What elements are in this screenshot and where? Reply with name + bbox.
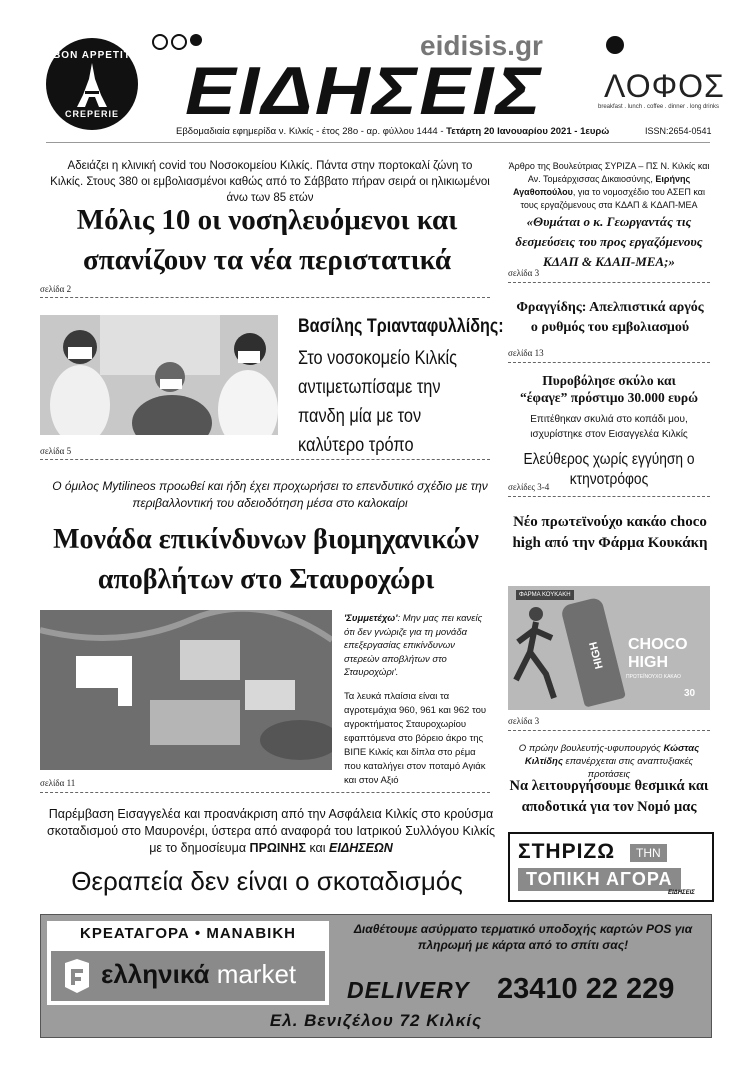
ad-left-panel (47, 921, 329, 1005)
ad-left-top: ΚΡΕΑΤΑΓΟΡΑ • ΜΑΝΑΒΙΚΗ (80, 925, 296, 942)
product-name-a: CHOCO (628, 636, 688, 653)
quote-text: : Μην μας πει κανείς ότι δεν γνώριζε για τη μονάδα επεξεργασίας επικίνδυνων στερεών αποβλήτων στο Σταυροχώρι'. (344, 613, 483, 678)
subtitle-text: Εβδομαδιαία εφημερίδα ν. Κιλκίς - έτος 28ο - αρ. φύλλου 1444 - (176, 126, 447, 137)
s5-headline[interactable]: Να λειτουργήσουμε θεσμικά και αποδοτικά για τον Νομό μας (509, 778, 709, 815)
paper-name: ΠΡΩΙΝΗΣ (249, 841, 306, 855)
s1-intro-rest: , για το νομοσχέδιο του ΑΣΕΠ και τους εργαζόμενους στα ΚΔΑΠ & ΚΔΑΠ-ΜΕΑ (520, 187, 705, 210)
ad-address: Ελ. Βενιζέλου 72 Κιλκίς (269, 1011, 483, 1030)
story1-intro: Αδειάζει η κλινική covid του Νοσοκομείου Κιλκίς. Πάντα στην πορτοκαλί ζώνη το Κιλκίς. Στους 380 οι εμβολιασμένοι καθώς από το Σάββατο πήραν σειρά οι ηλικιωμένοι άνω των 85 ετών (50, 160, 490, 204)
farm-brand: ΦΑΡΜΑ ΚΟΥΚΑΚΗ (516, 590, 574, 600)
story3-quote (344, 612, 488, 680)
logo-bottom-text: CREPERIE (64, 108, 119, 119)
intro-conj: και (305, 841, 330, 855)
aerial-photo (40, 610, 332, 770)
s2-page-ref: σελίδα 13 (508, 348, 544, 358)
s2-headline[interactable]: Φραγγίδης: Απελπιστικά αργός ο ρυθμός του εμβολιασμού (516, 300, 704, 335)
story3-headline[interactable]: Μονάδα επικίνδυνων βιομηχανικών αποβλήτων στο Σταυροχώρι (53, 524, 479, 595)
star-badge-icon (190, 34, 202, 46)
s1-intro (506, 160, 712, 212)
eiffel-tower-icon (74, 61, 110, 109)
s3-headline-b[interactable]: “έφαγε” πρόστιμο 30.000 ευρώ (520, 390, 698, 405)
s4-page-ref: σελίδα 3 (508, 716, 540, 726)
divider (508, 730, 710, 731)
issn: ISSN:2654-0541 (645, 126, 712, 136)
story3-page-ref: σελίδα 11 (40, 778, 76, 788)
s1-page-ref: σελίδα 3 (508, 268, 540, 278)
paper-name: ΕΙΔΗΣΕΩΝ (329, 841, 393, 855)
ad-right-text: Διαθέτουμε ασύρματο τερματικό υποδοχής καρτών POS για πληρωμή με κάρτα από το σπίτι σας! (353, 922, 693, 952)
s5-intro-rest: επανέρχεται στις αναπτυξιακές προτάσεις (562, 756, 694, 780)
s5-person: Κώστας Κιλτίδης (524, 743, 700, 767)
brand-b: market (216, 959, 297, 989)
quote-label: 'Συμμετέχω' (344, 613, 398, 624)
divider (40, 297, 490, 298)
small-badge-icons (152, 34, 202, 50)
local-market-banner[interactable] (508, 832, 714, 902)
delivery-label: DELIVERY (347, 977, 470, 1003)
brand-name (101, 959, 296, 990)
bon-appetit-logo (46, 38, 138, 130)
vaccination-photo (40, 315, 278, 435)
divider (508, 282, 710, 283)
divider (508, 496, 710, 497)
site-url[interactable]: eidisis.gr (420, 30, 543, 61)
story2-quote[interactable]: Στο νοσοκομείο Κιλκίς αντιμετωπίσαμε την πανδη μία με τον καλύτερο τρόπο (298, 348, 457, 456)
s1-author: Ειρήνης Αγαθοπούλου (513, 174, 691, 197)
story2-name: Βασίλης Τριανταφυλλίδης: (298, 316, 504, 337)
s3-tagline: Ελεύθερος χωρίς εγγύηση ο κτηνοτρόφος (523, 451, 695, 488)
product-grams: 30 (684, 688, 696, 699)
s1-headline[interactable]: «Θυμάται ο κ. Γεωργαντάς τις δεσμεύσεις του προς εργαζόμενους ΚΔΑΠ & ΚΔΑΠ-ΜΕΑ;» (515, 214, 703, 269)
lofos-logo: ΛΟΦΟΣ (604, 68, 725, 104)
story1-page-ref: σελίδα 2 (40, 284, 72, 294)
divider (40, 459, 490, 460)
newspaper-title: ΕΙΔΗΣΕΙΣ (185, 53, 543, 129)
story4-intro (44, 806, 498, 857)
banner-line1b: ΤΗΝ (630, 844, 667, 862)
s5-intro-text: Ο πρώην βουλευτής-υφυπουργός (518, 743, 664, 754)
market-logo-icon (59, 957, 95, 995)
issue-date: Τετάρτη 20 Ιανουαρίου 2021 - 1ευρώ (446, 126, 610, 137)
masthead-subtitle (176, 126, 609, 137)
ad-logo-box (51, 951, 325, 1001)
lofos-tagline: breakfast . lunch . coffee . dinner . long drinks (598, 104, 719, 110)
circle-badge-icon (152, 34, 168, 50)
masthead-rule (46, 142, 710, 143)
choco-high-ad[interactable] (508, 586, 710, 710)
site-dot-icon (606, 36, 624, 54)
story1-headline[interactable]: Μόλις 10 οι νοσηλευόμενοι και σπανίζουν τα νέα περιστατικά (76, 204, 458, 276)
story4-headline[interactable]: Θεραπεία δεν είναι ο σκοταδισμός (71, 866, 463, 896)
circle-badge-icon (171, 34, 187, 50)
s4-headline[interactable]: Νέο πρωτεϊνούχο κακάο choco high από την Φάρμα Κουκάκη (512, 514, 708, 551)
bottle (560, 596, 626, 707)
s3-page-ref: σελίδες 3-4 (508, 482, 550, 492)
brand-a: ελληνικά (101, 959, 210, 989)
product-name-b: HIGH (628, 654, 668, 671)
logo-top-text: BON APPETIT (53, 49, 131, 61)
market-ad[interactable] (40, 914, 712, 1038)
story3-intro: Ο όμιλος Mytilineos προωθεί και ήδη έχει προχωρήσει το επενδυτικό σχέδιο με την περιβαλλοντική του αδειοδότηση μέσα στο καλοκαίρι (52, 479, 488, 510)
s3-sub: Επιτέθηκαν σκυλιά στο κοπάδι μου, ισχυρίστηκε στον Εισαγγελέα Κιλκίς (530, 414, 688, 440)
bottle-label: HIGH (587, 640, 606, 671)
intro-text: Παρέμβαση Εισαγγελέα και προανάκριση από την Ασφάλεια Κιλκίς στο κρούσμα σκοταδισμού στο Μαυρονέρι, ύστερα από αναφορά του Ιατρικού Συλλόγου Κιλκίς με το δημοσίευμα (47, 807, 495, 855)
banner-line1a: ΣΤΗΡΙΖΩ (518, 840, 616, 863)
s1-intro-text: Άρθρο της Βουλεύτριας ΣΥΡΙΖΑ – ΠΣ Ν. Κιλκίς και Αν. Τομεάρχισσας Δικαιοσύνης, (508, 161, 710, 184)
story2-page-ref: σελίδα 5 (40, 446, 72, 456)
product-sub: ΠΡΩΤΕΪΝΟΥΧΟ ΚΑΚΑΟ (626, 674, 681, 680)
divider (508, 362, 710, 363)
runner-figure (508, 602, 568, 702)
banner-signature: ΕΙΔΗΣΕΙΣ (668, 890, 695, 896)
delivery-phone[interactable]: 23410 22 229 (497, 973, 675, 1005)
story3-caption: Τα λευκά πλαίσια είναι τα αγροτεμάχια 960, 961 και 962 του αγροκτήματος Σταυροχωρίου εφαπτόμενα στο βόρειο άκρο της ΒΙΠΕ Κιλκίς και δίπλα στο ρέμα που καταλήγει στον ποταμό Αγιάκ και στον Αξιό (344, 691, 487, 786)
banner-line2: ΤΟΠΙΚΗ ΑΓΟΡΑ (518, 868, 681, 891)
s3-headline-a[interactable]: Πυροβόλησε σκύλο και (542, 373, 676, 388)
divider (40, 792, 490, 793)
